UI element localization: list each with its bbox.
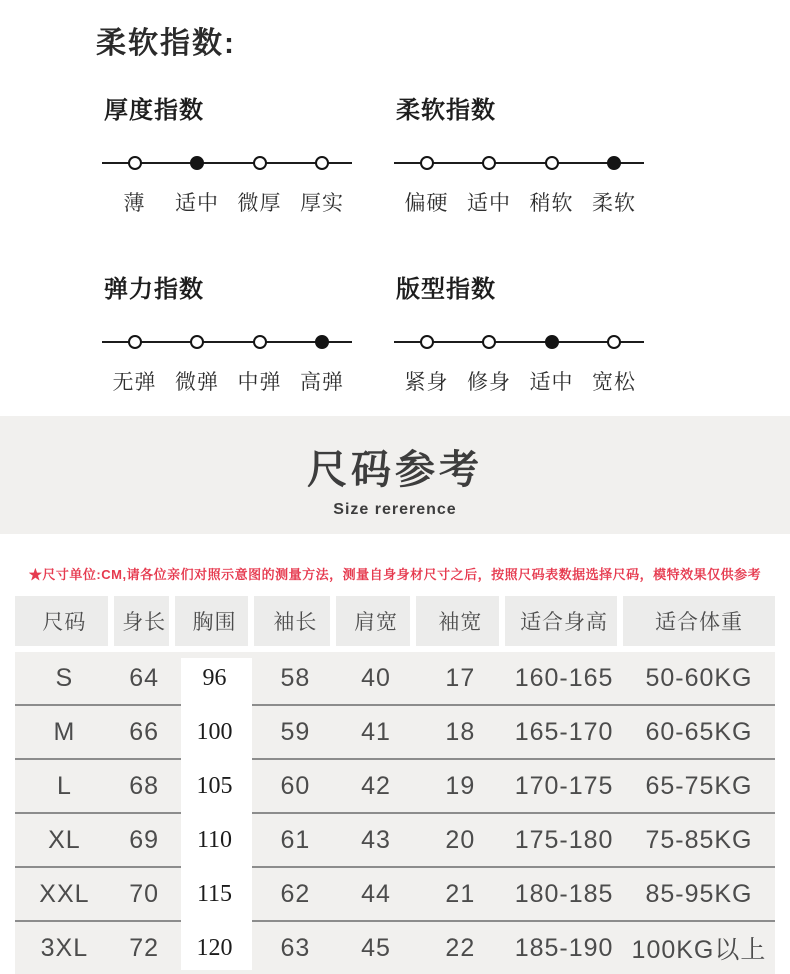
cell-value: XXL [39,879,90,908]
cell-value: 59 [280,717,311,746]
index-card [388,269,680,396]
cell-value: M [53,717,76,746]
size-table-cell [15,868,114,920]
size-table-cell [336,652,415,704]
size-table-cell [505,814,623,866]
size-table-cell [623,652,775,704]
scale-dot [315,156,329,170]
measurement-note: ★尺寸单位:CM,请各位亲们对照示意图的测量方法，测量自身身材尺寸之后，按照尺码表数据选择尺码，模特效果仅供参考 [28,567,762,582]
scale-labels [394,187,644,217]
cell-value: 100KG以上 [631,936,767,964]
size-table-cell [15,706,114,758]
cell-value: L [56,771,72,800]
size-table-cell [114,652,175,704]
size-table-cell [15,814,114,866]
size-table-header-cell: 袖宽 [416,596,506,646]
cell-value: 170-175 [514,771,614,800]
size-table-cell [254,652,336,704]
cell-value: 175-180 [514,825,614,854]
size-table-cell [416,922,506,974]
size-table-header-cell: 适合体重 [623,596,775,646]
size-table-cell [254,868,336,920]
index-card [96,90,388,217]
cell-value: 180-185 [514,879,614,908]
scale-label: 薄 [123,192,146,215]
cell-value: 72 [129,933,160,962]
index-card [388,90,680,217]
size-table [15,596,775,974]
size-table-cell [623,922,775,974]
scale-label: 微弹 [175,371,219,394]
cell-value: 18 [445,717,476,746]
cell-value: 100 [196,718,233,745]
scale-label: 中弹 [237,371,282,394]
size-table-header [15,596,775,646]
size-reference-banner [0,416,790,534]
scale-dot [190,335,204,349]
cell-value: 17 [445,663,476,692]
cell-value: 85-95KG [645,879,753,908]
scale-dot [253,335,267,349]
cell-value: 21 [445,879,476,908]
size-table-header-cell: 适合身高 [505,596,623,646]
cell-value: 160-165 [514,663,614,692]
cell-value: 115 [196,880,233,907]
cell-value: 70 [129,879,160,908]
size-table-cell [336,706,415,758]
cell-value: 43 [361,825,391,854]
cell-value: 61 [280,825,311,854]
size-table-cell [254,760,336,812]
scale-label: 修身 [467,371,511,394]
cell-value: 66 [129,717,160,746]
index-card [96,269,388,396]
scale-labels [394,366,644,396]
scale-dot-active [545,335,559,349]
cell-value: 185-190 [514,933,614,962]
size-banner-title: 尺码参考 [307,448,483,492]
size-table-row [15,868,775,922]
size-table-cell [505,760,623,812]
cell-value: 96 [202,664,227,691]
scale-label: 适中 [467,192,511,215]
size-table-cell [15,760,114,812]
scale-dot [128,156,142,170]
cell-value: 20 [445,825,476,854]
scale-label: 厚实 [300,192,344,215]
cell-value: 50-60KG [645,663,753,692]
cell-value: 62 [280,879,311,908]
size-table-cell [623,760,775,812]
scale-dot [420,156,434,170]
scale-dot [482,156,496,170]
size-table-cell [336,760,415,812]
size-table-cell [416,868,506,920]
cell-value: 40 [361,663,391,692]
cell-value: 3XL [40,933,89,962]
size-table-header-cell: 肩宽 [336,596,415,646]
size-table-row [15,652,775,706]
index-title: 版型指数 [396,276,496,303]
cell-value: 41 [361,717,391,746]
scale-label: 稍软 [529,192,574,215]
scale-dot [253,156,267,170]
size-table-cell [114,760,175,812]
scale-label: 适中 [175,192,219,215]
cell-value: 120 [196,934,233,961]
cell-value: 75-85KG [645,825,753,854]
index-title: 柔软指数 [396,97,496,124]
index-scale [102,334,352,350]
cell-value: 58 [280,663,311,692]
scale-dot-active [190,156,204,170]
scale-dot [128,335,142,349]
scale-label: 适中 [529,371,574,394]
cell-value: 45 [361,933,391,962]
index-title: 厚度指数 [104,97,204,124]
size-table-cell [416,814,506,866]
size-table-cell [336,868,415,920]
product-detail-page [0,18,790,964]
size-table-cell [623,814,775,866]
page-title: 柔软指数: [96,27,236,60]
cell-value: 19 [445,771,476,800]
size-table-body [15,652,775,974]
index-scale [102,155,352,171]
size-table-header-cell: 身长 [114,596,175,646]
size-table-header-cell: 袖长 [254,596,336,646]
scale-dot [545,156,559,170]
scale-label: 无弹 [112,371,157,394]
cell-value: 69 [129,825,160,854]
size-table-cell [254,706,336,758]
scale-label: 偏硬 [404,192,449,215]
cell-value: 44 [361,879,391,908]
size-table-row [15,814,775,868]
scale-label: 宽松 [592,371,636,394]
cell-value: 165-170 [514,717,614,746]
size-table-row [15,922,775,974]
size-table-row [15,706,775,760]
cell-value: 65-75KG [645,771,753,800]
scale-dot [607,335,621,349]
index-scale [394,334,644,350]
size-table-cell [416,652,506,704]
index-title: 弹力指数 [104,276,204,303]
scale-labels [102,366,352,396]
size-table-cell [114,706,175,758]
size-table-cell [114,814,175,866]
size-table-cell [505,652,623,704]
cell-value: 42 [361,771,391,800]
size-table-cell [114,868,175,920]
scale-dot [482,335,496,349]
cell-value: 22 [445,933,476,962]
cell-value: 64 [129,663,160,692]
scale-dot [420,335,434,349]
cell-value: 60-65KG [645,717,753,746]
size-table-cell [416,706,506,758]
scale-dot-active [315,335,329,349]
size-banner-subtitle: Size rererence [333,501,457,518]
size-table-cell [15,922,114,974]
cell-value: 105 [196,772,233,799]
scale-labels [102,187,352,217]
size-table-cell [623,868,775,920]
size-table-cell [336,922,415,974]
scale-dot-active [607,156,621,170]
index-scale [394,155,644,171]
cell-value: 110 [196,826,233,853]
size-table-cell [416,760,506,812]
size-table-cell [15,652,114,704]
cell-value: 68 [129,771,160,800]
cell-value: S [55,663,74,692]
size-table-header-cell: 胸围 [175,596,255,646]
size-table-row [15,760,775,814]
size-table-cell [505,706,623,758]
scale-label: 高弹 [300,371,344,394]
size-table-cell [505,922,623,974]
size-table-cell [623,706,775,758]
cell-value: 60 [280,771,311,800]
size-table-cell [114,922,175,974]
size-table-cell [336,814,415,866]
size-table-header-cell: 尺码 [15,596,114,646]
cell-value: XL [48,825,81,854]
cell-value: 63 [280,933,311,962]
indices-grid [0,90,790,396]
size-table-cell [505,868,623,920]
size-table-cell [254,814,336,866]
scale-label: 柔软 [592,192,636,215]
scale-label: 微厚 [237,192,282,215]
scale-label: 紧身 [404,371,449,394]
chest-column-highlight [181,658,253,970]
size-table-cell [254,922,336,974]
